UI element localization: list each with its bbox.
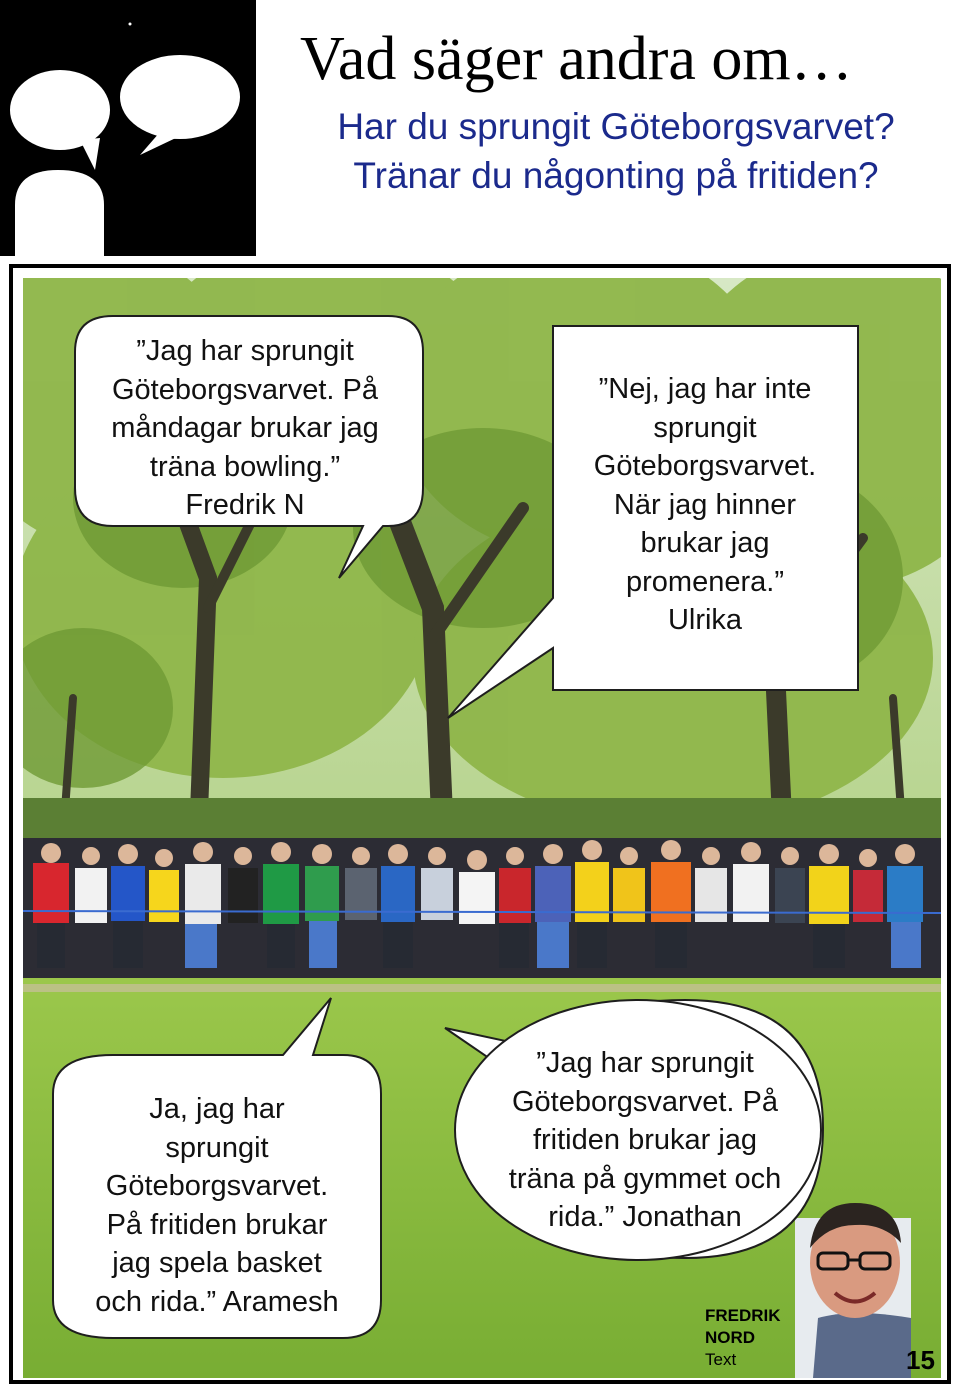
two-people-talking-icon (0, 0, 256, 256)
quote-ulrika (555, 370, 855, 640)
author-name-last: NORD (705, 1328, 756, 1348)
quote-line: ”Jag har sprungit (136, 335, 354, 367)
page-number: 15 (906, 1345, 935, 1375)
question-1: Har du sprungit Göteborgsvarvet? (337, 106, 895, 147)
quote-line: fritiden brukar jag (532, 1124, 758, 1157)
quote-jonathan (478, 1044, 812, 1237)
quote-line: När jag hinner (613, 488, 797, 521)
quote-line: sprungit (165, 1131, 269, 1164)
quote-line: Ja, jag har (149, 1093, 285, 1125)
quote-line: måndagar brukar jag (111, 412, 379, 445)
quote-line: promenera.” (626, 565, 784, 598)
quote-aramesh (58, 1090, 376, 1321)
author-name-first: FREDRIK (705, 1306, 781, 1325)
quote-line: Göteborgsvarvet. På (112, 373, 378, 406)
quote-line: På fritiden brukar (106, 1208, 328, 1241)
quote-line: ”Nej, jag har inte (598, 373, 812, 405)
quote-line: sprungit (653, 411, 757, 444)
quote-line: Göteborgsvarvet. (593, 450, 817, 483)
quote-line: Ulrika (667, 604, 743, 637)
quote-line: ”Jag har sprungit (536, 1047, 754, 1079)
quote-line: och rida.” Aramesh (95, 1285, 339, 1318)
quote-line: träna bowling.” (149, 450, 341, 483)
quote-line: Fredrik N (185, 489, 305, 522)
author-role: Text (705, 1350, 737, 1370)
quote-line: brukar jag (640, 527, 770, 560)
author-credit (705, 1305, 781, 1371)
page-title: Vad säger andra om… (300, 25, 853, 93)
quote-fredrik (90, 332, 400, 525)
quote-line: rida.” Jonathan (548, 1201, 742, 1234)
quote-line: jag spela basket (112, 1247, 322, 1280)
quote-line: Göteborgsvarvet. (105, 1170, 329, 1203)
quote-line: Göteborgsvarvet. På (512, 1085, 778, 1118)
quote-line: träna på gymmet och (508, 1162, 782, 1195)
question-2: Tränar du någonting på fritiden? (353, 155, 879, 196)
